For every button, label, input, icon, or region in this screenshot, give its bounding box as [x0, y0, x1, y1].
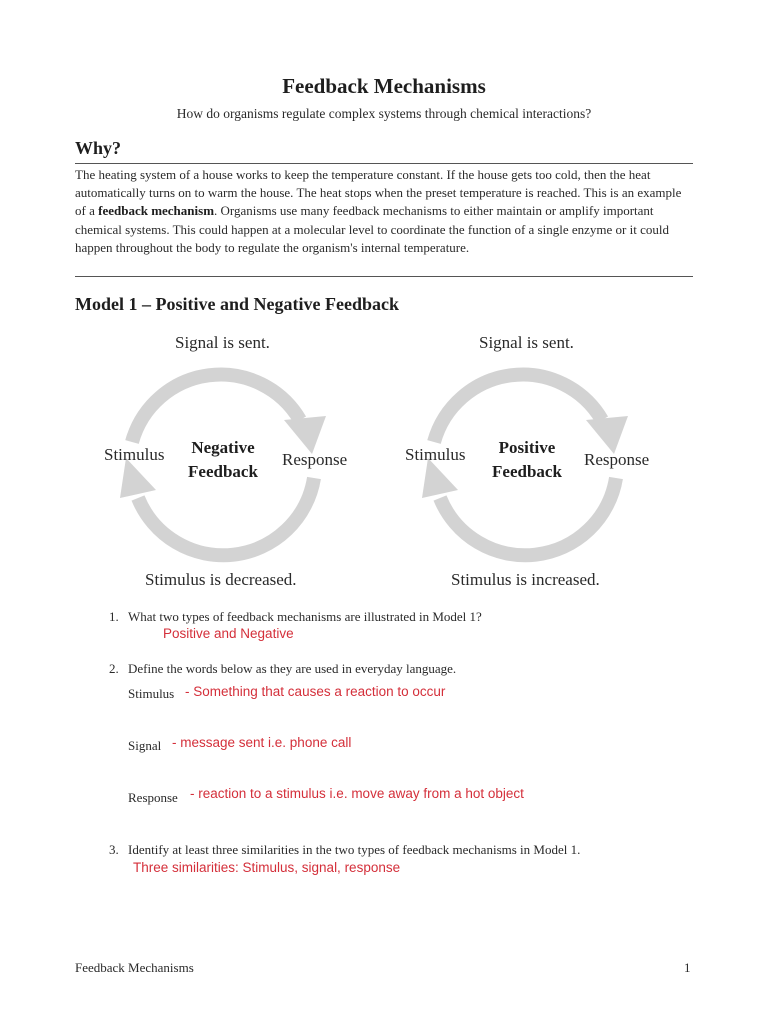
- q2-term-stimulus: Stimulus: [128, 686, 175, 701]
- q1-text: What two types of feedback mechanisms are illustrated in Model 1?: [128, 609, 482, 624]
- negative-center-line1: Negative: [191, 438, 255, 457]
- why-paragraph: [75, 166, 695, 257]
- positive-center-line1: Positive: [498, 438, 556, 457]
- negative-feedback-center-label: [172, 436, 274, 484]
- why-heading: Why?: [75, 138, 122, 158]
- q2-text: Define the words below as they are used in everyday language.: [128, 661, 457, 676]
- positive-response-label: Response: [584, 450, 650, 469]
- q2-answer-response[interactable]: - reaction to a stimulus i.e. move away from a hot object: [190, 786, 524, 801]
- q3-text: Identify at least three similarities in the two types of feedback mechanisms in Model 1.: [128, 842, 581, 857]
- footer-title: Feedback Mechanisms: [75, 960, 194, 975]
- q2-term-response: Response: [128, 790, 178, 805]
- positive-signal-label: Signal is sent.: [479, 333, 574, 352]
- q2-answer-stimulus[interactable]: - Something that causes a reaction to occur: [185, 684, 446, 699]
- q2-answer-signal[interactable]: - message sent i.e. phone call: [172, 735, 352, 750]
- negative-result-label: Stimulus is decreased.: [145, 570, 297, 589]
- q2-term-signal: Signal: [128, 738, 162, 753]
- page-subtitle: How do organisms regulate complex systems through chemical interactions?: [176, 106, 592, 121]
- positive-center-line2: Feedback: [492, 462, 562, 481]
- positive-stimulus-label: Stimulus: [405, 445, 466, 464]
- why-text-part2: . Organisms use many feedback mechanisms to either maintain or amplify important chemical systems. This could happen at a molecular level to coordinate the function of a single enzyme or it could happen throughout the body to regulate the organism's internal temperature.: [75, 203, 669, 255]
- why-text-part1: The heating system of a house works to keep the temperature constant. If the house gets too cold, then the heat automatically turns on to warm the house. The heat stops when the preset temperature is reached. This is an example of a: [75, 167, 682, 219]
- q1-number: 1.: [109, 609, 119, 624]
- q3-answer[interactable]: Three similarities: Stimulus, signal, response: [133, 860, 401, 875]
- page-number: 1: [684, 960, 691, 975]
- negative-stimulus-label: Stimulus: [104, 445, 165, 464]
- model-title: Model 1 – Positive and Negative Feedback: [75, 294, 399, 314]
- why-bold-term: feedback mechanism: [98, 203, 215, 219]
- negative-center-line2: Feedback: [188, 462, 258, 481]
- negative-response-label: Response: [282, 450, 348, 469]
- positive-feedback-center-label: [476, 436, 578, 484]
- q2-number: 2.: [109, 661, 119, 676]
- why-bottom-divider: [75, 276, 693, 277]
- negative-signal-label: Signal is sent.: [175, 333, 270, 352]
- why-top-divider: [75, 163, 693, 164]
- page-title: Feedback Mechanisms: [282, 74, 486, 98]
- q1-answer[interactable]: Positive and Negative: [163, 626, 294, 641]
- q3-number: 3.: [109, 842, 119, 857]
- positive-result-label: Stimulus is increased.: [451, 570, 600, 589]
